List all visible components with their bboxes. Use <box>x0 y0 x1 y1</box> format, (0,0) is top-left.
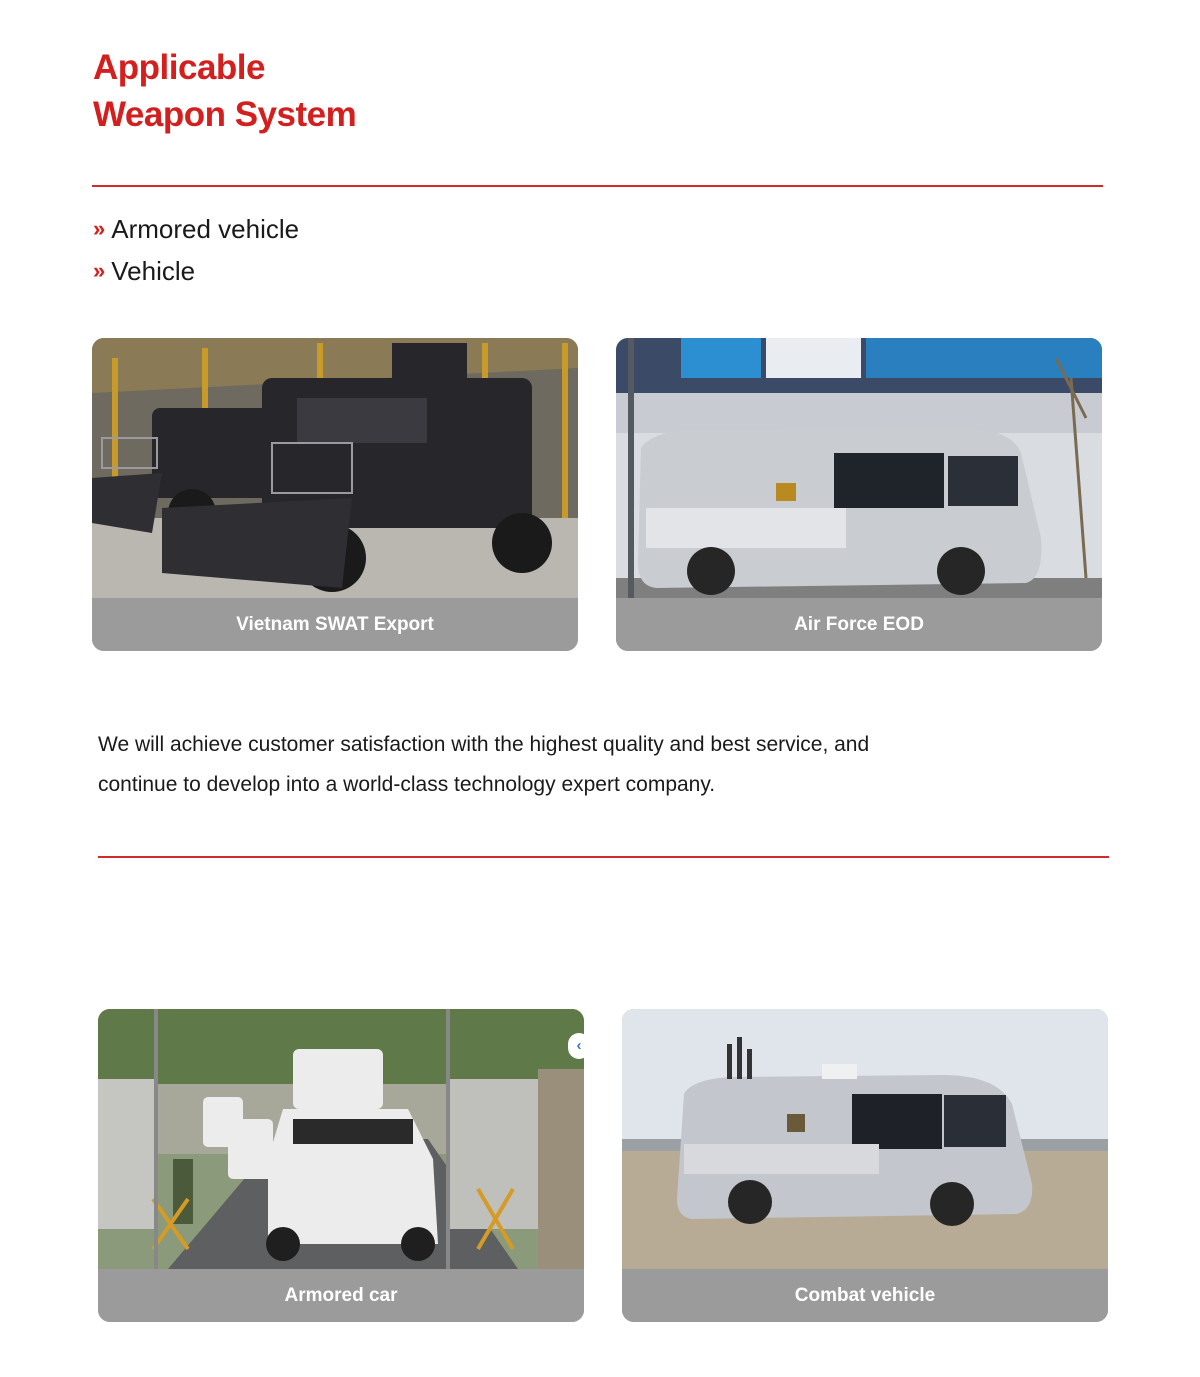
eod-van-photo <box>616 338 1102 598</box>
combat-van-photo <box>622 1009 1108 1269</box>
card-caption: Armored car <box>98 1269 584 1322</box>
company-statement <box>98 725 1018 805</box>
chevron-double-right-icon: » <box>93 216 106 241</box>
page-title-line-2: Weapon System <box>93 95 357 134</box>
un-armored-car-photo <box>98 1009 584 1269</box>
gallery-card-vietnam-swat-export[interactable] <box>92 338 578 651</box>
chevron-double-right-icon: » <box>93 258 106 283</box>
middle-divider <box>98 856 1109 858</box>
category-label: Armored vehicle <box>111 213 300 244</box>
chevron-left-icon: ‹ <box>576 1037 582 1054</box>
card-caption: Air Force EOD <box>616 598 1102 651</box>
category-armored-vehicle[interactable] <box>93 208 299 250</box>
card-caption: Vietnam SWAT Export <box>92 598 578 651</box>
page-title <box>93 44 356 138</box>
statement-line-2: continue to develop into a world-class technology expert company. <box>98 773 716 796</box>
gallery-card-combat-vehicle[interactable] <box>622 1009 1108 1322</box>
gallery-card-armored-car[interactable] <box>98 1009 584 1322</box>
carousel-prev-button[interactable] <box>568 1033 590 1059</box>
category-vehicle[interactable] <box>93 250 299 292</box>
gallery-card-air-force-eod[interactable] <box>616 338 1102 651</box>
page-title-line-1: Applicable <box>93 48 265 87</box>
category-list <box>93 208 299 292</box>
statement-line-1: We will achieve customer satisfaction with the highest quality and best service, and <box>98 733 870 756</box>
category-label: Vehicle <box>111 255 196 286</box>
top-divider <box>92 185 1103 187</box>
armored-police-truck-photo <box>92 338 578 598</box>
card-caption: Combat vehicle <box>622 1269 1108 1322</box>
